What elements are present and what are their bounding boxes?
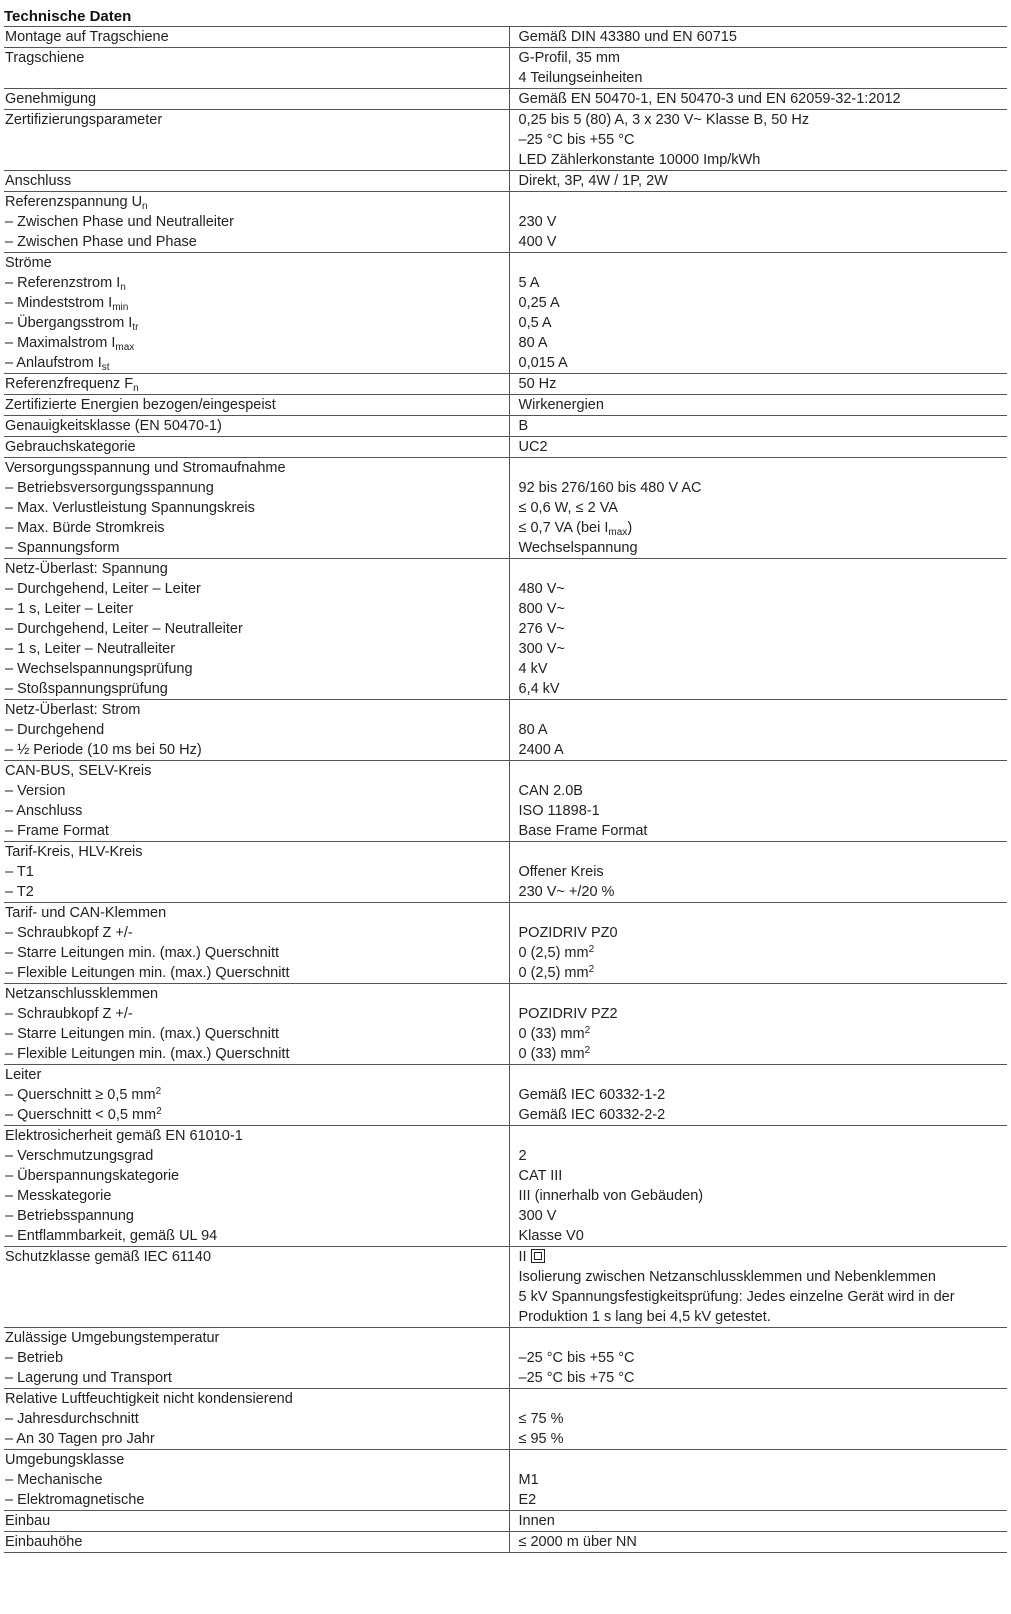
parameter-line: Referenzspannung $U_n$ — [5, 194, 148, 212]
value-line: ≤ 75 % — [518, 1411, 564, 1427]
value-line — [519, 842, 1008, 862]
value-line: 0,015 A — [518, 355, 568, 371]
parameter-line: – Mindeststrom $I_{min}$ — [5, 293, 509, 313]
value-line: 230 V — [518, 214, 557, 230]
value-line: Isolierung zwischen Netzanschlussklemmen und Nebenklemmen — [518, 1269, 936, 1285]
table-row — [4, 842, 1007, 903]
spec-table — [4, 26, 1007, 1553]
value-line: 480 V~ — [518, 581, 565, 597]
value-line: CAN 2.0B — [518, 783, 583, 799]
value-line: 5 A — [518, 275, 540, 291]
value-line: Wirkenergien — [518, 397, 604, 413]
parameter-line: Genauigkeitsklasse (EN 50470-1) — [5, 418, 222, 434]
parameter-line: Netz-Überlast: Strom — [5, 702, 141, 718]
table-row — [4, 1065, 1007, 1126]
value-line: 0,5 A — [518, 315, 552, 331]
parameter-cell — [4, 374, 509, 395]
parameter-line: – Übergangsstrom $I_{tr}$ — [5, 313, 509, 333]
table-row — [4, 171, 1007, 192]
parameter-line: Versorgungsspannung und Stromaufnahme — [5, 460, 286, 476]
parameter-cell — [4, 761, 509, 842]
value-line: Base Frame Format — [518, 823, 648, 839]
value-cell — [509, 395, 1007, 416]
parameter-line: Tarif- und CAN-Klemmen — [5, 905, 167, 921]
parameter-line: Netzanschlussklemmen — [5, 986, 159, 1002]
parameter-line: – Lagerung und Transport — [5, 1368, 509, 1388]
table-row — [4, 1389, 1007, 1450]
parameter-cell — [4, 700, 509, 761]
parameter-cell — [4, 559, 509, 700]
table-row — [4, 416, 1007, 437]
table-row — [4, 1532, 1007, 1553]
parameter-line: – Wechselspannungsprüfung — [5, 659, 509, 679]
value-line: 4 kV — [518, 661, 548, 677]
parameter-line: Gebrauchskategorie — [5, 439, 136, 455]
parameter-line: Relative Luftfeuchtigkeit nicht kondensierend — [5, 1391, 293, 1407]
value-line: G-Profil, 35 mm — [518, 50, 621, 66]
parameter-line: – Betriebsspannung — [5, 1206, 509, 1226]
parameter-line: – Überspannungskategorie — [5, 1166, 509, 1186]
table-row — [4, 984, 1007, 1065]
value-cell — [509, 1247, 1007, 1328]
parameter-line: – T1 — [5, 862, 509, 882]
value-cell — [509, 1328, 1007, 1389]
parameter-cell — [4, 903, 509, 984]
value-line — [519, 559, 1008, 579]
parameter-line: Tarif-Kreis, HLV-Kreis — [5, 844, 143, 860]
parameter-line: – Anschluss — [5, 801, 509, 821]
value-cell — [509, 1450, 1007, 1511]
value-line — [519, 984, 1008, 1004]
parameter-cell — [4, 253, 509, 374]
table-row — [4, 374, 1007, 395]
parameter-cell — [4, 1328, 509, 1389]
value-line: ≤ 0,6 W, ≤ 2 VA — [518, 500, 618, 516]
parameter-line: – Referenzstrom $I_n$ — [5, 273, 509, 293]
value-cell — [509, 1126, 1007, 1247]
parameter-line: – Maximalstrom $I_{max}$ — [5, 333, 509, 353]
value-line: 300 V — [518, 1208, 557, 1224]
parameter-line: – Schraubkopf Z +/- — [5, 1004, 509, 1024]
value-line — [519, 1450, 1008, 1470]
table-row — [4, 89, 1007, 110]
parameter-line — [5, 1287, 509, 1307]
table-row — [4, 437, 1007, 458]
value-line: 800 V~ — [518, 601, 565, 617]
parameter-line: – 1 s, Leiter – Leiter — [5, 599, 509, 619]
parameter-line: – Schraubkopf Z +/- — [5, 923, 509, 943]
parameter-line: CAN-BUS, SELV-Kreis — [5, 763, 152, 779]
value-line — [519, 458, 1008, 478]
parameter-line: – Zwischen Phase und Phase — [5, 232, 509, 252]
parameter-line: – Durchgehend — [5, 720, 509, 740]
parameter-line: – Betrieb — [5, 1348, 509, 1368]
parameter-line: – Entflammbarkeit, gemäß UL 94 — [5, 1226, 509, 1246]
table-row — [4, 458, 1007, 559]
table-row — [4, 48, 1007, 89]
value-line: ≤ 2000 m über NN — [518, 1534, 637, 1550]
parameter-cell — [4, 110, 509, 171]
value-line: B — [518, 418, 529, 434]
value-cell — [509, 1065, 1007, 1126]
value-cell — [509, 110, 1007, 171]
parameter-line: – Durchgehend, Leiter – Leiter — [5, 579, 509, 599]
value-line: 4 Teilungseinheiten — [518, 70, 643, 86]
parameter-cell — [4, 48, 509, 89]
parameter-line: Umgebungsklasse — [5, 1452, 125, 1468]
parameter-line: – Version — [5, 781, 509, 801]
table-row — [4, 559, 1007, 700]
value-line: E2 — [518, 1492, 537, 1508]
value-cell — [509, 1511, 1007, 1532]
value-line: 300 V~ — [518, 641, 565, 657]
parameter-line: – Querschnitt < 0,5 $mm^2$ — [5, 1105, 509, 1125]
value-line: ISO 11898-1 — [518, 803, 600, 819]
value-line: Klasse V0 — [518, 1228, 584, 1244]
table-row — [4, 395, 1007, 416]
value-line — [519, 1328, 1008, 1348]
value-line: Gemäß DIN 43380 und EN 60715 — [518, 29, 737, 45]
parameter-line: – T2 — [5, 882, 509, 902]
parameter-line: – Max. Bürde Stromkreis — [5, 518, 509, 538]
parameter-cell — [4, 1450, 509, 1511]
value-cell — [509, 458, 1007, 559]
value-line: POZIDRIV PZ2 — [518, 1006, 618, 1022]
value-line: LED Zählerkonstante 10000 Imp/kWh — [518, 152, 761, 168]
parameter-cell — [4, 842, 509, 903]
double-insulation-icon — [531, 1249, 545, 1263]
value-cell — [509, 48, 1007, 89]
parameter-line: – Starre Leitungen min. (max.) Querschnitt — [5, 943, 509, 963]
parameter-line: Genehmigung — [5, 91, 97, 107]
parameter-line: Referenzfrequenz $F_n$ — [5, 376, 139, 394]
value-line: 92 bis 276/160 bis 480 V AC — [518, 480, 702, 496]
table-row — [4, 253, 1007, 374]
value-line: 0 (33) $mm^2$ — [518, 1025, 591, 1042]
value-line: Gemäß EN 50470-1, EN 50470-3 und EN 62059-32-1:2012 — [518, 91, 901, 107]
parameter-line: – Starre Leitungen min. (max.) Querschnitt — [5, 1024, 509, 1044]
parameter-line: – Flexible Leitungen min. (max.) Querschnitt — [5, 963, 509, 983]
value-line: III (innerhalb von Gebäuden) — [518, 1188, 704, 1204]
parameter-line — [5, 1267, 509, 1287]
value-line: Gemäß IEC 60332-2-2 — [518, 1107, 666, 1123]
value-cell — [509, 89, 1007, 110]
value-cell — [509, 192, 1007, 253]
parameter-line: – Stoßspannungsprüfung — [5, 679, 509, 699]
table-row — [4, 1328, 1007, 1389]
value-cell — [509, 171, 1007, 192]
parameter-cell — [4, 1511, 509, 1532]
value-cell — [509, 253, 1007, 374]
parameter-line: – 1 s, Leiter – Neutralleiter — [5, 639, 509, 659]
parameter-cell — [4, 27, 509, 48]
value-line: 2 — [518, 1148, 527, 1164]
value-line — [519, 253, 1008, 273]
value-line: Innen — [518, 1513, 555, 1529]
parameter-line: Leiter — [5, 1067, 42, 1083]
value-line: 0 (2,5) $mm^2$ — [518, 964, 595, 981]
parameter-cell — [4, 437, 509, 458]
parameter-line: – Jahresdurchschnitt — [5, 1409, 509, 1429]
value-cell — [509, 27, 1007, 48]
value-cell — [509, 416, 1007, 437]
value-cell — [509, 700, 1007, 761]
parameter-cell — [4, 1389, 509, 1450]
parameter-line: Elektrosicherheit gemäß EN 61010-1 — [5, 1128, 243, 1144]
value-cell — [509, 559, 1007, 700]
parameter-cell — [4, 1247, 509, 1328]
value-line: –25 °C bis +55 °C — [518, 1350, 635, 1366]
value-line: Wechselspannung — [518, 540, 638, 556]
value-line: POZIDRIV PZ0 — [518, 925, 618, 941]
parameter-cell — [4, 416, 509, 437]
value-cell — [509, 374, 1007, 395]
value-line — [519, 192, 1008, 212]
parameter-line: Einbau — [5, 1513, 51, 1529]
value-line: Direkt, 3P, 4W / 1P, 2W — [518, 173, 668, 189]
parameter-line: – An 30 Tagen pro Jahr — [5, 1429, 509, 1449]
parameter-line: Montage auf Tragschiene — [5, 29, 169, 45]
table-row — [4, 27, 1007, 48]
table-row — [4, 1247, 1007, 1328]
value-line — [519, 1389, 1008, 1409]
parameter-cell — [4, 1065, 509, 1126]
value-line: 6,4 kV — [518, 681, 560, 697]
parameter-line: – Elektromagnetische — [5, 1490, 509, 1510]
value-line — [519, 700, 1008, 720]
parameter-line: – Max. Verlustleistung Spannungskreis — [5, 498, 509, 518]
value-line: UC2 — [518, 439, 548, 455]
parameter-line: – Frame Format — [5, 821, 509, 841]
table-row — [4, 110, 1007, 171]
parameter-cell — [4, 1532, 509, 1553]
parameter-line: Zertifizierte Energien bezogen/eingespeist — [5, 397, 276, 413]
value-line: 2400 A — [518, 742, 564, 758]
parameter-line: Ströme — [5, 255, 52, 271]
value-line: 0,25 A — [518, 295, 560, 311]
value-line: 5 kV Spannungsfestigkeitsprüfung: Jedes einzelne Gerät wird in der — [518, 1289, 955, 1305]
table-row — [4, 1450, 1007, 1511]
value-line: 0 (33) $mm^2$ — [518, 1045, 591, 1062]
value-line: 0,25 bis 5 (80) A, 3 x 230 V~ Klasse B, 50 Hz — [518, 112, 810, 128]
parameter-line: – Mechanische — [5, 1470, 509, 1490]
parameter-cell — [4, 984, 509, 1065]
value-line: ≤ 0,7 VA (bei $I_{max}$) — [518, 520, 633, 538]
parameter-line: Zulässige Umgebungstemperatur — [5, 1330, 220, 1346]
parameter-line — [5, 68, 509, 88]
parameter-line: Zertifizierungsparameter — [5, 112, 163, 128]
parameter-line: – Zwischen Phase und Neutralleiter — [5, 212, 509, 232]
parameter-line: – Durchgehend, Leiter – Neutralleiter — [5, 619, 509, 639]
value-cell — [509, 984, 1007, 1065]
table-row — [4, 1126, 1007, 1247]
page-title: Technische Daten — [4, 8, 132, 25]
parameter-cell — [4, 395, 509, 416]
value-cell — [509, 1389, 1007, 1450]
value-line: 400 V — [518, 234, 557, 250]
parameter-line — [5, 130, 509, 150]
table-row — [4, 1511, 1007, 1532]
value-cell — [509, 842, 1007, 903]
parameter-cell — [4, 171, 509, 192]
value-line: ≤ 95 % — [518, 1431, 564, 1447]
parameter-line: Tragschiene — [5, 50, 85, 66]
parameter-cell — [4, 1126, 509, 1247]
value-line — [519, 1126, 1008, 1146]
parameter-line: – Spannungsform — [5, 538, 509, 558]
value-line — [519, 761, 1008, 781]
value-line — [519, 1065, 1008, 1085]
parameter-line: – ½ Periode (10 ms bei 50 Hz) — [5, 740, 509, 760]
parameter-cell — [4, 458, 509, 559]
value-line: Offener Kreis — [518, 864, 604, 880]
value-line: M1 — [518, 1472, 539, 1488]
value-line: 80 A — [518, 335, 548, 351]
parameter-line: Netz-Überlast: Spannung — [5, 561, 168, 577]
table-row — [4, 903, 1007, 984]
value-line: 80 A — [518, 722, 548, 738]
value-line: 230 V~ +/20 % — [518, 884, 615, 900]
value-line: Gemäß IEC 60332-1-2 — [518, 1087, 666, 1103]
parameter-line: – Anlaufstrom $I_{st}$ — [5, 353, 509, 373]
parameter-line: Anschluss — [5, 173, 72, 189]
parameter-cell — [4, 192, 509, 253]
parameter-line: – Querschnitt ≥ 0,5 $mm^2$ — [5, 1085, 509, 1105]
value-line: –25 °C bis +55 °C — [518, 132, 635, 148]
parameter-line: – Messkategorie — [5, 1186, 509, 1206]
value-line: 0 (2,5) $mm^2$ — [518, 944, 595, 961]
value-line: 50 Hz — [518, 376, 557, 392]
value-cell — [509, 761, 1007, 842]
parameter-cell — [4, 89, 509, 110]
value-cell — [509, 903, 1007, 984]
table-row — [4, 700, 1007, 761]
parameter-line: – Betriebsversorgungsspannung — [5, 478, 509, 498]
value-line: CAT III — [518, 1168, 563, 1184]
parameter-line — [5, 1307, 509, 1327]
value-line — [519, 903, 1008, 923]
parameter-line: Einbauhöhe — [5, 1534, 83, 1550]
parameter-line: – Verschmutzungsgrad — [5, 1146, 509, 1166]
value-cell — [509, 1532, 1007, 1553]
table-row — [4, 761, 1007, 842]
value-line: Produktion 1 s lang bei 4,5 kV getestet. — [518, 1309, 771, 1325]
value-line: 276 V~ — [518, 621, 565, 637]
table-row — [4, 192, 1007, 253]
parameter-line: – Flexible Leitungen min. (max.) Querschnitt — [5, 1044, 509, 1064]
value-line: –25 °C bis +75 °C — [518, 1370, 635, 1386]
value-cell — [509, 437, 1007, 458]
value-line: II — [519, 1247, 1008, 1267]
parameter-line — [5, 150, 509, 170]
parameter-line: Schutzklasse gemäß IEC 61140 — [5, 1249, 212, 1265]
